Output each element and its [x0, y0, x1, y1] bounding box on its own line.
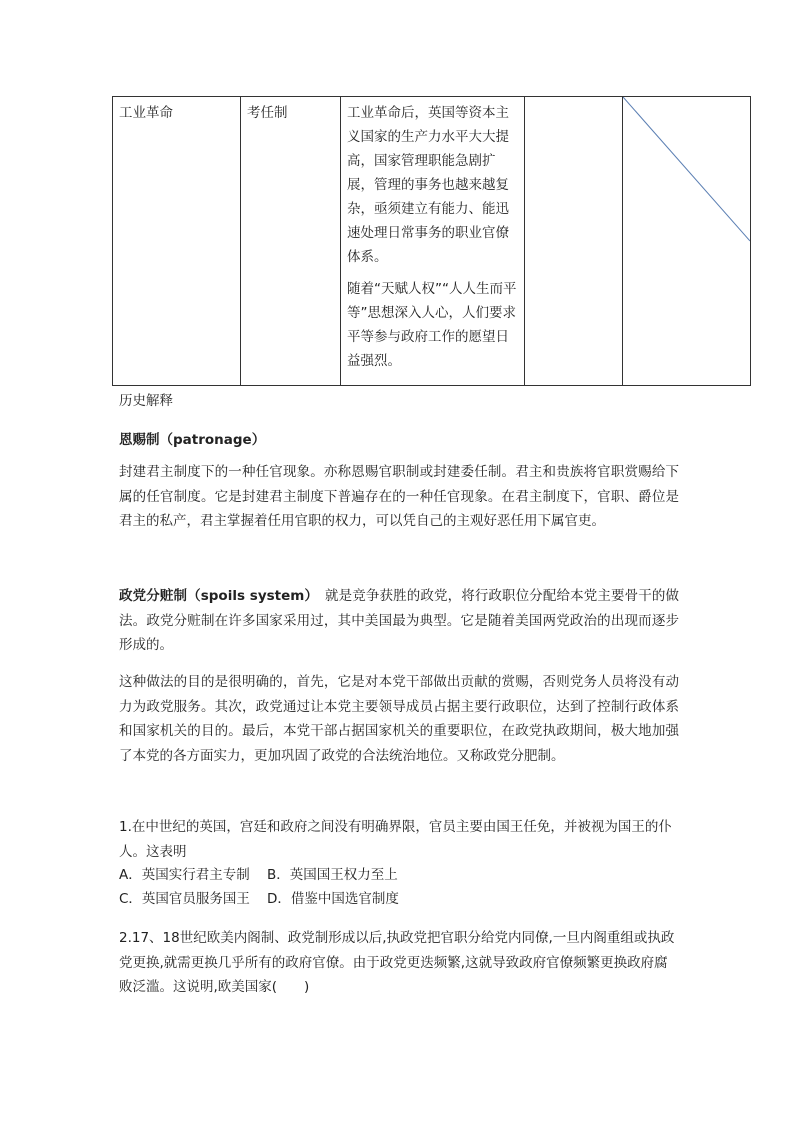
question-1-options-row-2 — [119, 888, 415, 910]
spoils-paragraph — [119, 584, 679, 658]
diagonal-line — [623, 97, 750, 385]
spoils-text-1: 就是竞争获胜的政党，将行政职位分配给本党主要骨干的做法。政党分赃制在许多国家采用过，其中美国最为典型。它是随着美国两党政治的出现而逐步形成的。 — [119, 588, 680, 653]
table-caption: 历史解释 — [119, 393, 173, 409]
spoils-text-2: 这种做法的目的是很明确的，首先，它是对本党干部做出贡献的赏赐，否则党务人员将没有动力为政党服务。其次，政党通过让本党主要领导成员占据主要行政职位，达到了控制行政体系和国家机关的目的。最后，本党干部占据国家机关的重要职位，在政党执政期间，极大地加强了本党的各方面实力，更加巩固了政党的合法统治地位。又称政党分肥制。 — [119, 674, 679, 764]
question-1-options-row-1 — [119, 864, 415, 886]
question-1-stem: 1.在中世纪的英国，宫廷和政府之间没有明确界限，官员主要由国王任免，并被视为国王的仆人。这表明 — [119, 819, 672, 860]
table-row — [113, 97, 751, 386]
history-table — [112, 96, 751, 386]
causes-cell — [341, 97, 525, 386]
spoils-title: 政党分赃制（spoils system） — [119, 588, 312, 604]
question-2-stem: 2.17、18世纪欧美内阁制、政党制形成以后,执政党把官职分给党内同僚,一旦内阁重组或执政党更换,就需更换几乎所有的政府官僚。由于政党更迭频繁,这就导致政府官僚频繁更换政府腐败泛滥。这说明,欧美国家( ) — [119, 930, 675, 995]
cause-paragraph-2: 随着“天赋人权”“人人生而平等”思想深入人心，人们要求平等参与政府工作的愿望日益强烈。 — [347, 281, 517, 369]
slashed-cell — [623, 97, 751, 386]
event-cell: 工业革命 — [113, 97, 241, 386]
empty-cell — [525, 97, 623, 386]
option-d: D．借鉴中国选官制度 — [267, 891, 399, 907]
system-cell: 考任制 — [241, 97, 341, 386]
option-b: B．英国国王权力至上 — [267, 867, 398, 883]
option-c: C．英国官员服务国王 — [119, 891, 250, 907]
patronage-title: 恩赐制（patronage） — [119, 432, 266, 448]
cause-paragraph-1: 工业革命后，英国等资本主义国家的生产力水平大大提高，国家管理职能急剧扩展，管理的事务也越来越复杂，亟须建立有能力、能迅速处理日常事务的职业官僚体系。 — [347, 105, 509, 265]
option-a: A．英国实行君主专制 — [119, 867, 250, 883]
patronage-text: 封建君主制度下的一种任官现象。亦称恩赐官职制或封建委任制。君主和贵族将官职赏赐给下属的任官制度。它是封建君主制度下普遍存在的一种任官现象。在君主制度下，官职、爵位是君主的私产，君主掌握着任用官职的权力，可以凭自己的主观好恶任用下属官吏。 — [119, 464, 679, 529]
